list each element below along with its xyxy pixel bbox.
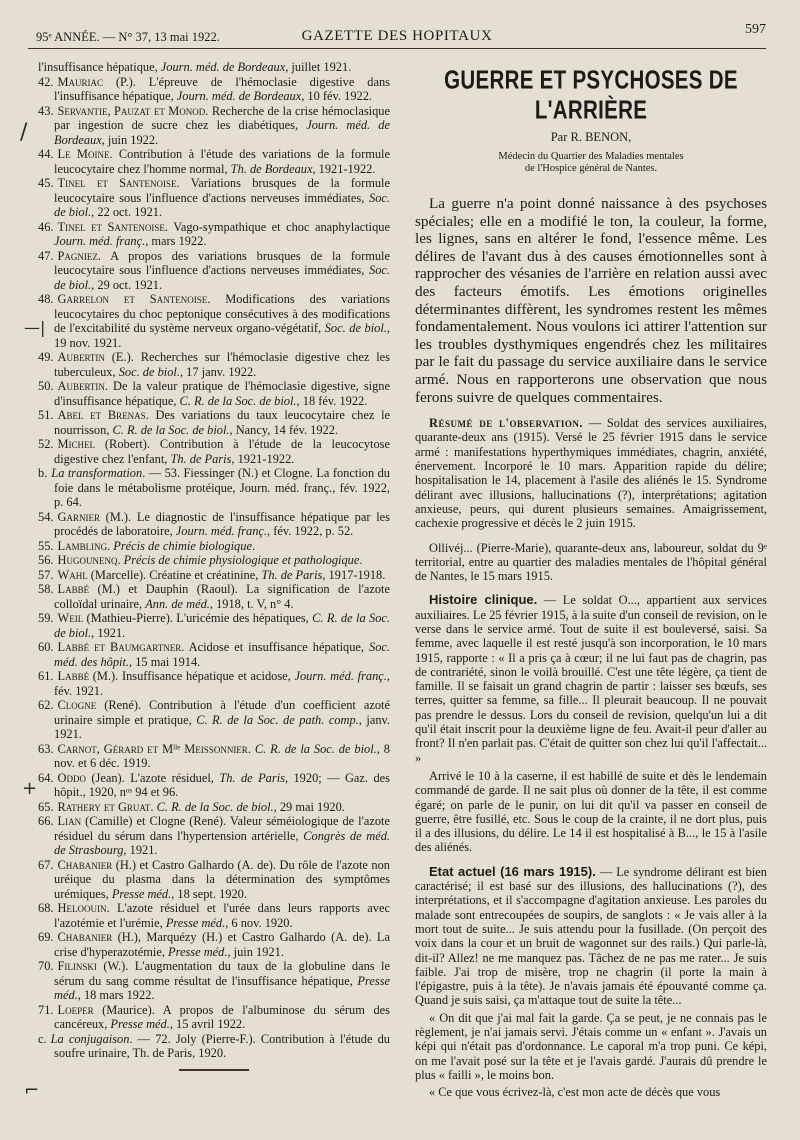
entry-author: Carnot, Gérard et Mˡˡᵉ Meissonnier: [57, 741, 248, 756]
entry-author: Chabanier: [57, 857, 113, 872]
bibliography-entry: [38, 640, 390, 669]
summary-text: — Soldat des services auxiliaires, quarante-deux ans (1915). Versé le 25 février 1915 dans le service armé : manifestations hyperthymiques immédiates, chagrin, anxiété, énervement. Incorporé le 10 mars. Apparition rapide du délire; hospitalisation le 14, placement à l'asile des aliénés le 15. Syndrome délirant avec illusions, hallucinations (?), interprétations; agitation anxieuse, peurs, qui durent plusieurs semaines. Amaigrissement, cachexie progressive et décès le 2 juin 1915.: [415, 416, 767, 531]
entry-author: Lambling: [57, 538, 108, 553]
entry-text: . Contribution à l'étude des variations de la formule leucocytaire chez l'homme normal,: [54, 147, 390, 176]
history-label: Histoire clinique.: [429, 592, 538, 608]
entry-number: 48.: [38, 292, 54, 306]
entry-tail: , 1921.: [91, 625, 126, 640]
entry-number: 69.: [38, 930, 54, 944]
entry-tail: . — 53. Fiessinger (N.) et Clogne. La fonction du foie dans le métabolisme protéique, Journ. méd. franç., fév. 1922, p. 64.: [54, 466, 390, 509]
entry-reference: Soc. de biol.: [54, 190, 390, 219]
entry-author: Tinel et Santenoise: [57, 219, 165, 234]
entry-reference: Presse méd.: [168, 944, 228, 959]
entry-reference: La conjugaison: [50, 1031, 130, 1046]
arrival-paragraph: Arrivé le 10 à la caserne, il est habillé de suite et dès le lendemain commandé de garde. Il ne sait plus où donner de la tête, il est comme égaré; on parle de le punir, on lui dit qu'il va passer en conseil de guerre, être fusillé, etc. Sous le coup de la crainte, il ne dort plus, puis il a des illusions, du délire. Le 14 il est hospitalisé à B..., le 15 à l'asile des aliénés.: [415, 768, 767, 855]
entry-author: Pagniez: [57, 248, 98, 263]
history-text: — Le soldat O..., appartient aux services auxiliaires. Le 25 février 1915, à la suite d'un conseil de revision, on le verse dans le service armé. Tout de suite il est bouleversé, saisi. Sa femme, avec laquelle il est resté jusqu'à son incorporation, le 10 mars 1915, rapporte : « Il a pris ça à cœur; il ne lui faut pas de chagrin, pas de contrariété, sinon le voilà brouillé. C'est une tête légère, ça tient de famille. Il se faisait un grand chagrin de partir : laisser ses bœufs, ses terres, quitter sa femme, sa fille... Il pleurait beaucoup. Il ne pouvait pas prendre le dessus. Lors du conseil de revision, quelqu'un lui a dit qu'il était inscrit pour la deuxième ligne de feu. Avait-il peur d'aller au front? Il n'en parlait pas. C'était de quitter son chez lui qu'il l'affectait... »: [415, 593, 767, 765]
bibliography-entry: [38, 437, 390, 466]
entry-tail: , juin 1921.: [227, 944, 284, 959]
bibliography-entry: [38, 60, 390, 75]
entry-number: 50.: [38, 379, 54, 393]
entry-author: Mauriac: [57, 74, 104, 89]
bibliography-entry: [38, 510, 390, 539]
entry-tail: , 1921-1922.: [231, 451, 295, 466]
entry-reference: Journ. méd. franç.: [294, 669, 387, 683]
entry-tail: , 15 avril 1922.: [169, 1017, 246, 1031]
entry-author: Aubertin: [57, 350, 105, 364]
entry-number: 63.: [38, 741, 54, 756]
bibliography-entry: [38, 350, 390, 379]
entry-author: Lian: [57, 814, 82, 828]
entry-tail: , 6 nov. 1920.: [225, 915, 293, 930]
current-state: [415, 865, 767, 1008]
entry-text: . Vago-sympathique et choc anaphylactique: [164, 219, 390, 234]
entry-number: 42.: [38, 74, 54, 89]
entry-tail: , 1917-1918.: [322, 567, 386, 582]
entry-author: Servantie, Pauzat et Monod: [57, 103, 206, 118]
entry-number: 52.: [38, 437, 54, 451]
page-number: 597: [745, 22, 766, 37]
entry-text: (P.). L'épreuve de l'hémoclasie digestive dans l'insuffisance hépatique,: [54, 74, 390, 103]
entry-number: 70.: [38, 959, 54, 973]
entry-reference: Th. de Paris: [219, 770, 285, 785]
entry-author: Loeper: [57, 1002, 94, 1017]
entry-number: 59.: [38, 611, 54, 625]
entry-author: Garrelon et Santenoise: [57, 292, 208, 306]
bibliography-entry: [38, 220, 390, 249]
article-intro: La guerre n'a point donné naissance à des psychoses spéciales; elle en a modifié le ton, la couleur, la forme, les lignes, sans en altérer le fond, l'essence même. Les délires de l'avant dus à des causes émotionnelles sont à rapprocher des vésanies de l'arrière en relation aussi avec des facteurs émotifs. Les émotions originelles déterminantes diffèrent, les syndromes restent les mêmes fondamentalement. Nous voulons ici attirer l'attention sur les troubles dysthymiques engendrés chez les militaires par le fait du passage du service auxiliaire dans le service armé. Nous en rapporterons une observation que nous ferons suivre de quelques commentaires.: [415, 195, 767, 406]
entry-text: . Acidose et insuffisance hépatique,: [181, 640, 369, 654]
entry-tail: , 8 nov. et 6 déc. 1919.: [54, 741, 390, 770]
entry-number: 60.: [38, 640, 54, 654]
bibliography-entry: [38, 930, 390, 959]
entry-tail: , 17 janv. 1922.: [179, 364, 257, 379]
entry-number: 68.: [38, 901, 54, 915]
entry-number: 44.: [38, 147, 54, 161]
entry-number: 47.: [38, 248, 54, 263]
entry-author: Labbé: [57, 669, 90, 683]
entry-number: c.: [38, 1031, 47, 1046]
margin-pen-mark: /: [20, 120, 28, 145]
entry-reference: Th. de Bordeaux: [230, 161, 313, 176]
entry-number: 45.: [38, 176, 54, 190]
quote-paragraph-2: « On dit que j'ai mal fait la garde. Ça se peut, je ne connais pas le règlement, je n'ai jamais servi. J'étais comme un « enfant ». J'avais un képi qui n'était pas d'ordonnance. Le caporal m'a trop puni. Ce képi, on me l'avait posé sur la tête et je l'avais gardé. J'aurais dû prendre le plus « failli », le moins bon.: [415, 1010, 767, 1082]
article-column: [415, 60, 767, 1099]
entry-text: (E.). Recherches sur l'hémoclasie digestive chez les tuberculeux,: [54, 350, 390, 379]
entry-text: . Recherche de la crise hémoclasique par ingestion de sucre chez les diabétiques,: [54, 103, 390, 132]
margin-pen-mark: —|: [24, 318, 46, 337]
entry-number: 46.: [38, 219, 54, 234]
entry-text: (Robert). Contribution à l'étude de la leucocytose digestive chez l'enfant,: [54, 437, 390, 466]
entry-text: . De la valeur pratique de l'hémoclasie digestive, signe d'insuffisance hépatique,: [54, 379, 390, 408]
entry-text: . A propos des variations brusques de la formule leucocytaire sous l'influence d'actions nerveuses immédiates,: [54, 248, 390, 277]
entry-tail: , 19 nov. 1921.: [54, 321, 390, 350]
entry-reference: Soc. de biol.: [54, 263, 390, 292]
entry-number: 49.: [38, 350, 54, 364]
entry-text: .: [117, 553, 124, 567]
bibliography-entry: [38, 104, 390, 148]
entry-author: Wahl: [57, 567, 88, 582]
entry-tail: , fév. 1922, p. 52.: [267, 524, 354, 538]
entry-reference: Soc. méd. des hôpit.: [54, 640, 390, 669]
margin-pen-mark: ⌐: [24, 1080, 40, 1101]
entry-author: Labbé et Baumgartner: [57, 640, 182, 654]
quote-paragraph-3: « Ce que vous écrivez-là, c'est mon acte de décès que vous: [429, 1085, 721, 1100]
bibliography-entry: [38, 669, 390, 698]
entry-author: Tinel et Santenoise: [57, 176, 177, 190]
entry-number: 62.: [38, 698, 54, 712]
bibliography-entry: [38, 800, 390, 815]
entry-tail: , fév. 1921.: [54, 669, 390, 698]
issue-info: 95ᵉ ANNÉE. — N° 37, 13 mai 1922.: [36, 30, 220, 44]
entry-author: Filinski: [57, 959, 97, 973]
bibliography-entry: [38, 858, 390, 902]
bibliography-entry: [38, 814, 390, 858]
entry-text: . L'azote résiduel et l'urée dans leurs rapports avec l'azotémie et l'urémie,: [54, 901, 390, 930]
entry-tail: , juin 1922.: [101, 132, 159, 147]
bibliography-entry: [38, 742, 390, 771]
entry-reference: Journ. méd. de Bordeaux: [176, 89, 302, 103]
entry-author: Aubertin: [57, 379, 105, 393]
entry-number: 66.: [38, 814, 54, 828]
section-end-divider: [179, 1069, 249, 1071]
bibliography-entry: [38, 553, 390, 568]
article-author: Par R. BENON,: [550, 130, 632, 144]
entry-tail: , 1918, t. V, n° 4.: [209, 596, 294, 611]
entry-text: (W.). L'augmentation du taux de la globuline dans le sérum du sang comme résultat de l'insuffisance hépatique,: [54, 959, 390, 988]
bibliography-column: [38, 60, 390, 1071]
entry-number: b.: [38, 466, 48, 480]
entry-text: .: [150, 799, 157, 814]
entry-text: l'insuffisance hépatique,: [38, 60, 161, 74]
entry-reference: C. R. de la Soc. de biol.: [179, 393, 297, 408]
article-title: GUERRE ET PSYCHOSES DE L'ARRIÈRE: [444, 66, 738, 125]
entry-tail: , 18 sept. 1920.: [171, 886, 247, 901]
entry-text: (M.). Insuffisance hépatique et acidose,: [89, 669, 295, 683]
entry-reference: Précis de chimie biologique: [113, 538, 252, 553]
entry-text: .: [247, 741, 255, 756]
bibliography-entry: [38, 582, 390, 611]
entry-author: Rathery et Gruat: [57, 799, 151, 814]
entry-author: Abel et Brenas: [57, 408, 146, 422]
entry-tail: , 1921-1922.: [312, 161, 376, 176]
entry-tail: , 29 oct. 1921.: [91, 277, 163, 292]
entry-tail: , 15 mai 1914.: [129, 654, 201, 669]
entry-text: (Camille) et Clogne (René). Valeur séméiologique de l'azote résiduel du sérum dans l'hypertension artérielle,: [54, 814, 390, 843]
entry-author: Hugounenq: [57, 553, 118, 567]
entry-author: Chabanier: [57, 930, 113, 944]
entry-author: Garnier: [57, 509, 100, 524]
entry-number: 51.: [38, 408, 54, 422]
entry-text: .: [107, 538, 114, 553]
entry-number: 43.: [38, 103, 54, 118]
entry-reference: Journ. méd. franç.: [54, 234, 146, 248]
entry-text: (Maurice). A propos de l'albuminose du sérum des cancéreux,: [54, 1002, 390, 1031]
entry-tail: , 18 fév. 1922.: [296, 393, 368, 408]
entry-author: Labbé: [57, 582, 90, 596]
entry-number: 61.: [38, 669, 54, 683]
entry-tail: , 10 fév. 1922.: [301, 89, 373, 103]
entry-number: 55.: [38, 538, 54, 553]
entry-tail: , juillet 1921.: [285, 60, 352, 74]
clinical-history: [415, 593, 767, 765]
entry-reference: Journ. méd. franç.: [175, 524, 267, 538]
affiliation-line-2: de l'Hospice général de Nantes.: [524, 163, 658, 174]
journal-title: GAZETTE DES HOPITAUX: [301, 28, 493, 44]
entry-text: (Mathieu-Pierre). L'uricémie des hépatiques,: [83, 611, 313, 625]
margin-pen-mark: +: [22, 778, 38, 799]
bibliography-entry: [38, 568, 390, 583]
bibliography-entry: [38, 901, 390, 930]
entry-reference: Presse méd.: [111, 886, 172, 901]
entry-text: (M.). Le diagnostic de l'insuffisance hépatique par les procédés de laboratoire,: [54, 509, 390, 538]
entry-tail: , 1921.: [123, 843, 158, 857]
bibliography-entry: [38, 771, 390, 800]
entry-tail: . — 72. Joly (Pierre-F.). Contribution à l'étude du soufre urinaire, Th. de Paris, 1920.: [54, 1031, 390, 1060]
entry-reference: Précis de chimie physiologique et pathologique: [123, 553, 360, 567]
entry-reference: C. R. de la Soc. de biol.: [54, 611, 390, 640]
entry-reference: C. R. de la Soc. de path. comp.: [196, 712, 359, 727]
entry-reference: Th. de Paris: [170, 451, 232, 466]
current-state-text: — Le syndrome délirant est bien caractérisé; il est basé sur des illusions, des hallucinations (?), des interprétations, et il s'accompagne d'agitation anxieuse. Les paroles du malade sont entrecoupées de soupirs, de sanglots : « Je vais aller à la mort tout de suite... Je suis attendu pour la fusillade. (On perçoit des voix dans la cour et un bruit de wagonnet sur des rails.) Qui parle-là, dit-il? Allez! ne me manquez pas. Tâchez de ne pas me rater... Je suis faible. J'ai trop de misère, trop ne chagrin (il porte la main à l'épigastre, puis à la tête). Je n'avais jamais été épouvanté comme ça. Quand je suis saisi, ça m'attaque tout de suite la tête...: [415, 864, 767, 1008]
bibliography-entry: [38, 1032, 390, 1061]
entry-number: 57.: [38, 567, 54, 582]
page-header: [28, 22, 766, 49]
entry-number: 67.: [38, 857, 54, 872]
entry-reference: Th. de Paris: [261, 567, 323, 582]
entry-tail: , mars 1922.: [145, 234, 207, 248]
entry-number: 56.: [38, 553, 54, 567]
entry-text: . Variations brusques de la formule leucocytaire sous l'influence d'actions nerveuses immédiates,: [54, 176, 391, 205]
entry-tail: , 22 oct. 1921.: [91, 205, 163, 219]
entry-text: (H.), Marquézy (H.) et Castro Galhardo (A. de). La crise d'hyperazotémie,: [54, 930, 390, 959]
bibliography-entry: [38, 249, 390, 293]
entry-reference: Journ. méd. de Bordeaux: [160, 60, 286, 74]
entry-reference: C. R. de la Soc. de biol.: [112, 422, 230, 437]
entry-number: 65.: [38, 799, 54, 814]
bibliography-entry: [38, 466, 390, 510]
current-state-label: Etat actuel (16 mars 1915).: [429, 863, 596, 879]
entry-reference: Ann. de méd.: [145, 596, 210, 611]
bibliography-entry: [38, 1003, 390, 1032]
bibliography-entry: [38, 75, 390, 104]
entry-reference: C. R. de la Soc. de biol.: [254, 741, 377, 756]
entry-author: Le Moine: [57, 147, 110, 161]
entry-author: Weil: [57, 611, 84, 625]
entry-reference: Journ. méd. de Bordeaux: [54, 118, 391, 147]
affiliation-line-1: Médecin du Quartier des Maladies mentales: [498, 151, 684, 162]
bibliography-entry: [38, 379, 390, 408]
entry-tail: .: [251, 538, 256, 553]
entry-reference: Soc. de biol.: [324, 321, 387, 335]
entry-text: (René). Contribution à l'étude d'un coefficient azoté urinaire simple et pratique,: [54, 698, 390, 727]
entry-text: (Marcelle). Créatine et créatinine,: [87, 567, 262, 582]
entry-tail: , Nancy, 14 fév. 1922.: [229, 422, 339, 437]
author-affiliation: [415, 151, 767, 175]
bibliography-entry: [38, 292, 390, 350]
entry-tail: .: [359, 553, 363, 567]
entry-reference: La transformation: [51, 466, 143, 480]
entry-author: Michel: [57, 437, 96, 451]
bibliography-entry: [38, 408, 390, 437]
entry-text: (Jean). L'azote résiduel,: [85, 770, 220, 785]
bibliography-entry: [38, 539, 390, 554]
entry-number: 54.: [38, 509, 54, 524]
entry-author: Heloouin: [57, 901, 107, 915]
entry-tail: , 18 mars 1922.: [77, 988, 155, 1002]
entry-text: (H.) et Castro Galhardo (A. de). Du rôle de l'azote non uréique du plasma dans la détermination des symptômes urémiques,: [54, 857, 390, 901]
patient-intro: Ollivéj... (Pierre-Marie), quarante-deux ans, laboureur, soldat du 9ᵉ territorial, entre au quartier des maladies mentales de l'hôpital général de Nantes, le 15 mars 1915.: [415, 540, 767, 584]
entry-reference: Presse méd.: [165, 915, 226, 930]
entry-number: 71.: [38, 1002, 54, 1017]
summary-label: Résumé de l'observation.: [429, 416, 583, 431]
entry-reference: Soc. de biol.: [118, 364, 180, 379]
entry-tail: , 29 mai 1920.: [273, 799, 345, 814]
observation-summary: [415, 416, 767, 530]
entry-text: . Modifications des variations leucocytaires du choc peptonique consécutives à des modifications de l'excitabilité du système nerveux organo-végétatif,: [54, 292, 390, 335]
bibliography-entry: [38, 698, 390, 742]
entry-number: 64.: [38, 770, 54, 785]
entry-author: Oddo: [57, 770, 86, 785]
entry-text: . Des variations du taux leucocytaire chez le nourrisson,: [54, 408, 391, 437]
bibliography-entry: [38, 176, 390, 220]
entry-number: 58.: [38, 582, 54, 596]
entry-text: (M.) et Dauphin (Raoul). La signification de l'azote colloïdal urinaire,: [54, 582, 390, 611]
entry-author: Clogne: [57, 698, 97, 712]
entry-tail: , janv. 1921.: [54, 712, 391, 741]
entry-tail: , 1920; — Gaz. des hôpit., 1920, nᵒˢ 94 et 96.: [54, 770, 390, 799]
entry-reference: Presse méd.: [54, 973, 390, 1002]
bibliography-entry: [38, 147, 390, 176]
bibliography-entry: [38, 959, 390, 1003]
entry-reference: C. R. de la Soc. de biol.: [156, 799, 274, 814]
bibliography-entry: [38, 611, 390, 640]
entry-reference: Congrès de méd. de Strasbourg: [54, 828, 390, 857]
entry-reference: Presse méd.: [110, 1017, 170, 1031]
